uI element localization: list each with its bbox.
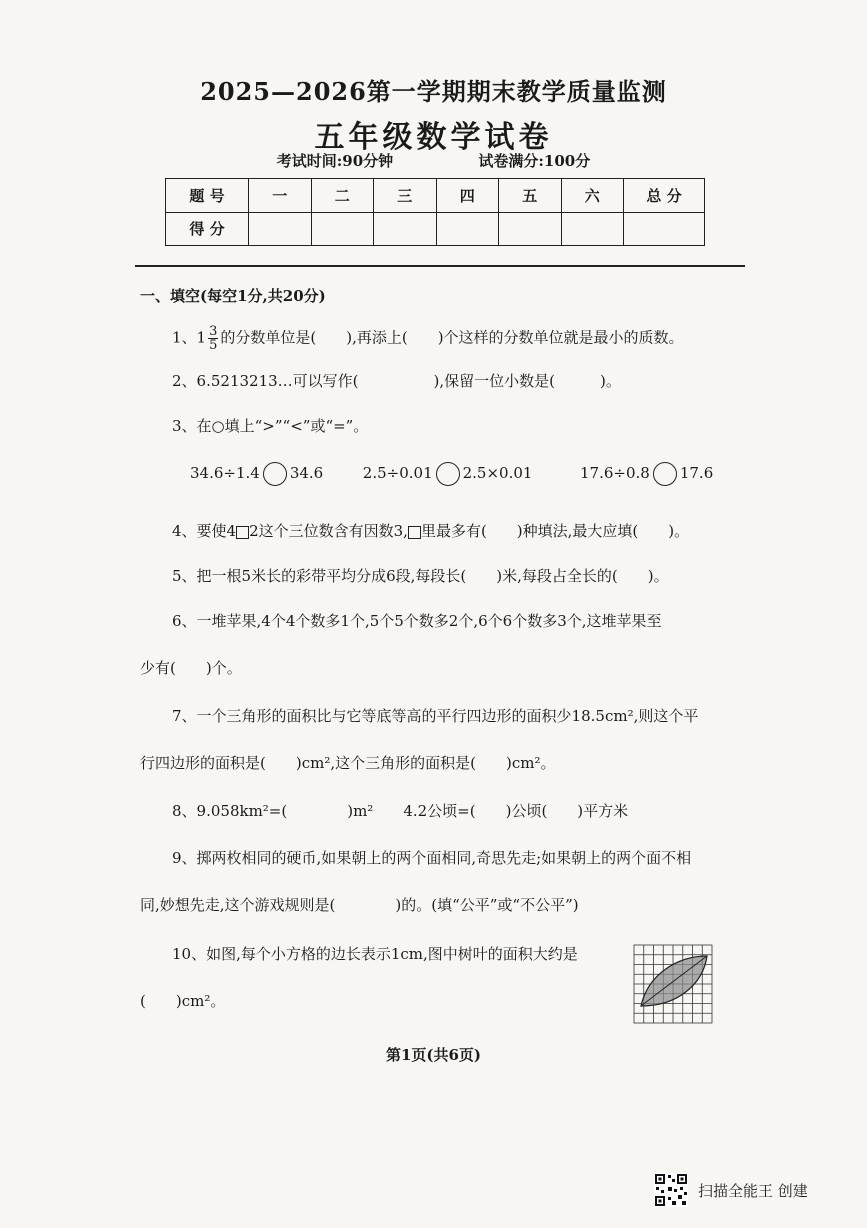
q1-text: 的分数单位是( ),再添上( )个这样的分数单位就是最小的质数。 [220, 328, 684, 347]
score-cell: 题 号 [166, 179, 249, 213]
question-7-line1: 7、一个三角形的面积比与它等底等高的平行四边形的面积少18.5cm²,则这个平 [172, 707, 699, 725]
q4-prefix: 4、要使4 [172, 522, 237, 540]
question-8: 8、9.058km²=( )m² 4.2公顷=( )公顷( )平方米 [172, 802, 629, 820]
fraction-numerator: 3 [209, 324, 218, 339]
digit-box-icon [236, 526, 249, 539]
score-cell: 一 [249, 179, 312, 213]
question-2: 2、6.5213213…可以写作( ),保留一位小数是( )。 [172, 372, 621, 390]
score-input-cell[interactable] [249, 212, 312, 246]
page-footer: 第1页(共6页) [385, 1046, 482, 1064]
score-cell: 总 分 [624, 179, 705, 213]
question-7-line2: 行四边形的面积是( )cm²,这个三角形的面积是( )cm²。 [140, 754, 556, 772]
q4-mid: 2这个三位数含有因数3, [249, 522, 408, 540]
compare-left: 17.6÷0.8 [580, 464, 650, 482]
score-cell: 四 [436, 179, 499, 213]
score-cell: 三 [374, 179, 437, 213]
comparison-row [190, 462, 713, 486]
score-cell: 二 [311, 179, 374, 213]
question-9-line2: 同,妙想先走,这个游戏规则是( )的。(填“公平”或“不公平”) [140, 896, 579, 914]
compare-right: 2.5×0.01 [462, 464, 533, 482]
compare-left: 34.6÷1.4 [190, 464, 260, 482]
score-cell: 五 [499, 179, 562, 213]
score-input-cell[interactable] [561, 212, 624, 246]
score-input-cell[interactable] [436, 212, 499, 246]
score-input-cell[interactable] [499, 212, 562, 246]
score-table-header-row [166, 179, 705, 213]
compare-circle-blank[interactable] [436, 462, 460, 486]
question-6-line1: 6、一堆苹果,4个4个数多1个,5个5个数多2个,6个6个数多3个,这堆苹果至 [172, 612, 662, 630]
leaf-grid-figure [633, 944, 713, 1024]
exam-title-line2: 五年级数学试卷 [314, 120, 553, 155]
score-input-cell[interactable] [624, 212, 705, 246]
divider-line [135, 265, 745, 267]
score-table [165, 178, 705, 246]
exam-time: 考试时间:90分钟 [276, 152, 394, 170]
compare-right: 34.6 [289, 464, 324, 482]
qr-code-icon [654, 1173, 688, 1207]
question-4 [172, 520, 689, 542]
question-6-line2: 少有( )个。 [140, 659, 242, 677]
score-input-cell[interactable] [311, 212, 374, 246]
score-input-cell[interactable] [374, 212, 437, 246]
question-10-line2: ( )cm²。 [140, 992, 226, 1010]
score-cell: 得 分 [166, 212, 249, 246]
fraction [208, 325, 218, 352]
full-score: 试卷满分:100分 [478, 152, 591, 170]
exam-title-line1: 2025—2026第一学期期末教学质量监测 [200, 77, 667, 106]
fraction-denominator: 5 [209, 338, 218, 353]
compare-right: 17.6 [679, 464, 714, 482]
section-heading: 一、填空(每空1分,共20分) [140, 287, 326, 305]
compare-circle-blank[interactable] [653, 462, 677, 486]
score-table-score-row [166, 212, 705, 246]
scanner-watermark: 扫描全能王 创建 [698, 1182, 808, 1200]
compare-left: 2.5÷0.01 [362, 464, 433, 482]
digit-box-icon [408, 526, 421, 539]
question-1 [172, 325, 684, 352]
question-10-line1: 10、如图,每个小方格的边长表示1cm,图中树叶的面积大约是 [172, 945, 578, 963]
exam-meta [0, 150, 867, 171]
question-3: 3、在○填上“>”“<”或“=”。 [172, 417, 369, 435]
q1-prefix: 1、1 [172, 328, 207, 347]
question-5: 5、把一根5米长的彩带平均分成6段,每段长( )米,每段占全长的( )。 [172, 567, 669, 585]
q4-text: 里最多有( )种填法,最大应填( )。 [420, 522, 690, 540]
question-9-line1: 9、掷两枚相同的硬币,如果朝上的两个面相同,奇思先走;如果朝上的两个面不相 [172, 849, 692, 867]
score-cell: 六 [561, 179, 624, 213]
compare-circle-blank[interactable] [263, 462, 287, 486]
